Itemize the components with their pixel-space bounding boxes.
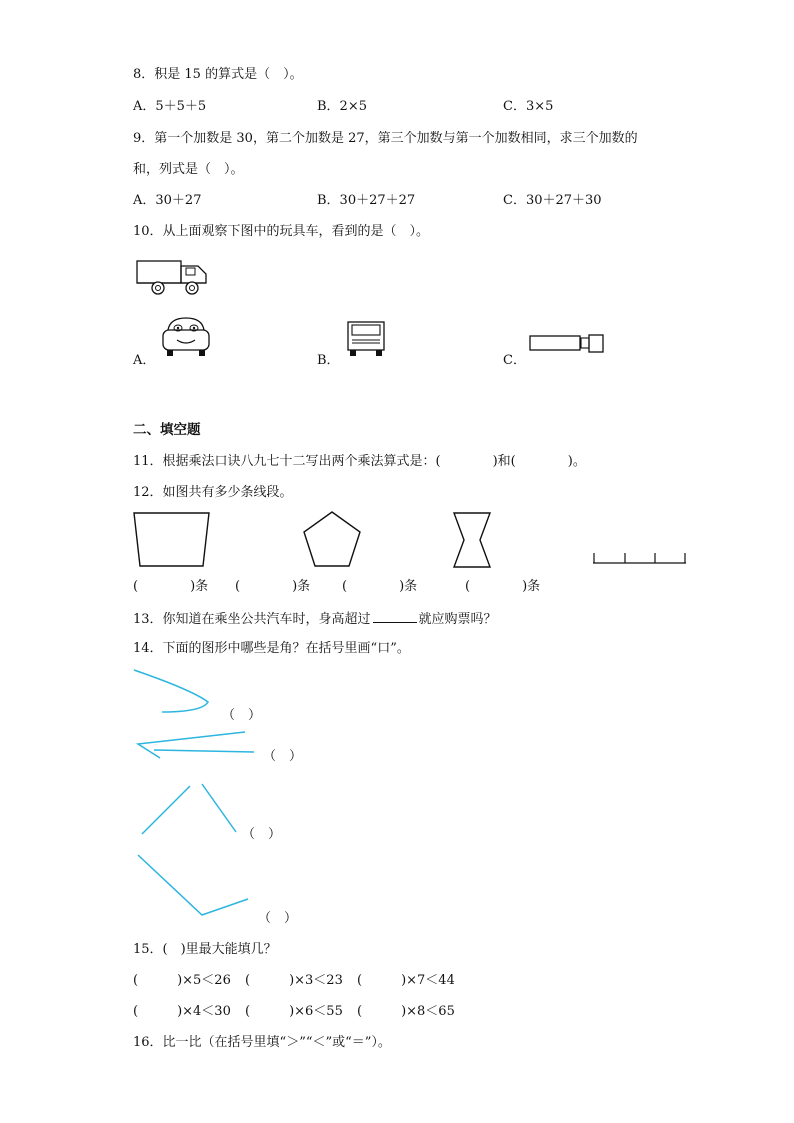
car-front-view-icon [160, 316, 212, 358]
q9-stem-line2: 和，列式是（ ）。 [133, 162, 244, 177]
q10-option-a: A． [133, 353, 156, 368]
q8-option-a: A．5＋5＋5 [133, 99, 207, 114]
q14-figure-3 [140, 782, 240, 836]
truck-top-view-icon [529, 333, 605, 355]
trapezoid-figure [133, 512, 211, 568]
q14-figure-4 [136, 853, 252, 919]
toy-truck-side-view [136, 258, 208, 298]
q15-stem: 15．( )里最大能填几？ [133, 942, 277, 957]
q14-blank-4: （ ） [258, 911, 298, 926]
pentagon-figure [302, 510, 362, 568]
q14-figure-2 [136, 730, 256, 766]
q10-option-b: B． [317, 353, 340, 368]
q15-item-2: ( )×3＜23 [245, 973, 343, 988]
q12-answer-2: ( )条 [235, 579, 311, 594]
q8-stem: 8．积是 15 的算式是（ ）。 [133, 67, 303, 82]
q9-stem-line1: 9．第一个加数是 30，第二个加数是 27，第三个加数与第一个加数相同，求三个加数的 [133, 131, 638, 146]
q8-option-c: C．3×5 [503, 99, 554, 114]
q11-text: 11．根据乘法口诀八九七十二写出两个乘法算式是：( )和( )。 [133, 454, 586, 469]
q9-option-b: B．30＋27＋27 [317, 193, 416, 208]
truck-front-view-icon [346, 320, 386, 358]
q13-after: 就应购票吗？ [418, 612, 497, 627]
section-title: 二、填空题 [133, 422, 201, 438]
q13-blank [373, 610, 417, 623]
q9-option-a: A．30＋27 [133, 193, 202, 208]
q14-blank-3: （ ） [242, 827, 282, 842]
q12-answer-3: ( )条 [342, 579, 418, 594]
q14-blank-1: （ ） [222, 708, 262, 723]
q15-item-6: ( )×8＜65 [357, 1004, 455, 1019]
q13-text [133, 610, 497, 628]
q15-item-5: ( )×6＜55 [245, 1004, 343, 1019]
q13-before: 13．你知道在乘坐公共汽车时，身高超过 [133, 612, 371, 627]
q10-option-c: C． [503, 353, 526, 368]
q12-answer-1: ( )条 [133, 579, 209, 594]
hourglass-figure [452, 512, 492, 568]
q8-option-b: B．2×5 [317, 99, 367, 114]
q15-item-4: ( )×4＜30 [133, 1004, 231, 1019]
q16-stem: 16．比一比（在括号里填“＞”“＜”或“＝”）。 [133, 1035, 391, 1050]
q15-item-3: ( )×7＜44 [357, 973, 455, 988]
q12-answer-4: ( )条 [465, 579, 541, 594]
segmented-line-figure [592, 550, 688, 566]
q9-option-c: C．30＋27＋30 [503, 193, 602, 208]
q14-stem: 14．下面的图形中哪些是角？在括号里画“口”。 [133, 641, 410, 656]
q14-figure-1 [132, 668, 212, 716]
q14-blank-2: （ ） [263, 749, 303, 764]
q15-item-1: ( )×5＜26 [133, 973, 231, 988]
q12-stem: 12．如图共有多少条线段。 [133, 485, 293, 500]
q10-stem: 10．从上面观察下图中的玩具车，看到的是（ ）。 [133, 224, 430, 239]
